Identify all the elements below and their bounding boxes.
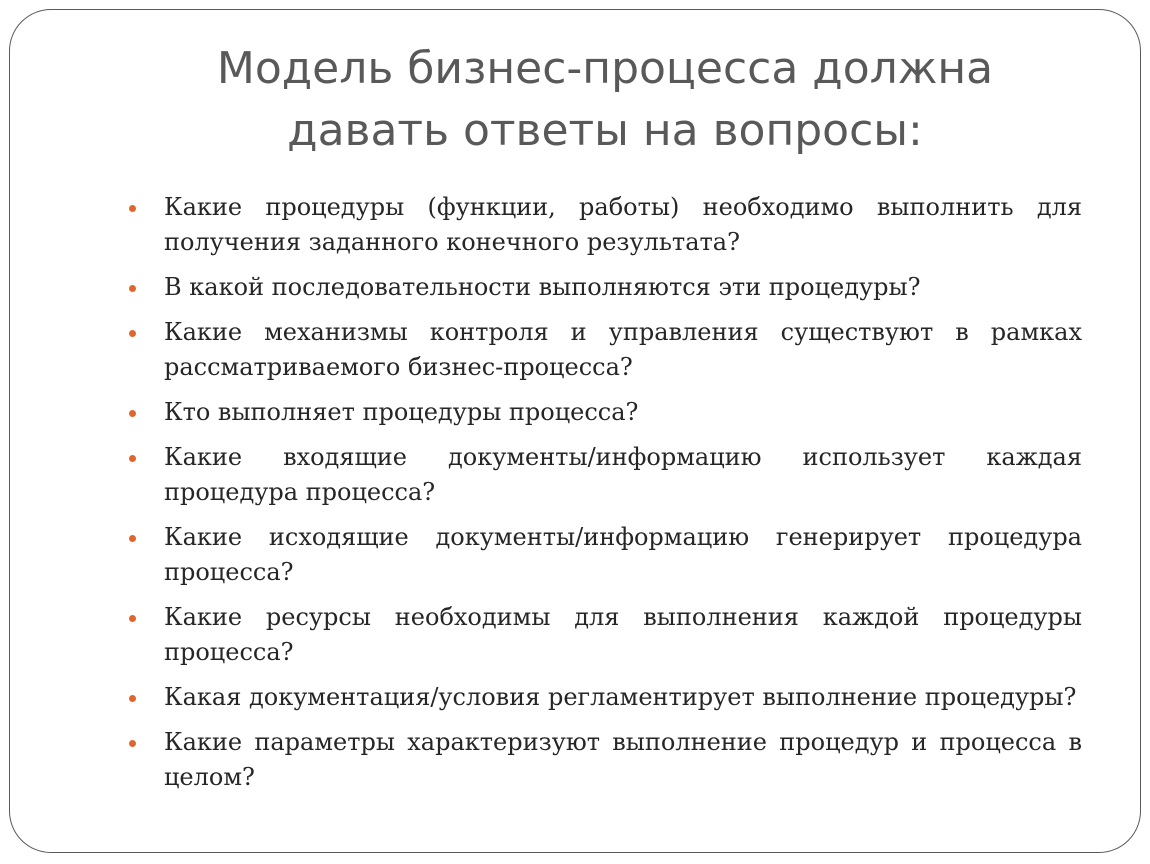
bullet-text: Какая документация/условия регламентирует выполнение процедуры? bbox=[164, 683, 1077, 711]
bullet-text: Какие процедуры (функции, работы) необходимо выполнить для получения заданного конечного результата? bbox=[164, 193, 1082, 256]
bullet-dot-icon bbox=[129, 205, 136, 212]
bullet-text: В какой последовательности выполняются эти процедуры? bbox=[164, 273, 921, 301]
bullet-dot-icon bbox=[129, 740, 136, 747]
bullet-text: Кто выполняет процедуры процесса? bbox=[164, 398, 639, 426]
bullet-item bbox=[127, 440, 1082, 510]
bullet-text: Какие исходящие документы/информацию генерирует процедура процесса? bbox=[164, 523, 1082, 586]
bullet-item bbox=[127, 725, 1082, 795]
bullet-list bbox=[127, 190, 1082, 805]
bullet-item bbox=[127, 270, 1082, 305]
bullet-text: Какие параметры характеризуют выполнение процедур и процесса в целом? bbox=[164, 728, 1082, 791]
slide-title: Модель бизнес-процесса должна давать ответы на вопросы: bbox=[216, 43, 994, 156]
bullet-dot-icon bbox=[129, 535, 136, 542]
bullet-text: Какие входящие документы/информацию использует каждая процедура процесса? bbox=[164, 443, 1082, 506]
bullet-text: Какие механизмы контроля и управления существуют в рамках рассматриваемого бизнес-процесса? bbox=[164, 318, 1082, 381]
bullet-item bbox=[127, 520, 1082, 590]
bullet-dot-icon bbox=[129, 285, 136, 292]
bullet-text: Какие ресурсы необходимы для выполнения каждой процедуры процесса? bbox=[164, 603, 1082, 666]
bullet-dot-icon bbox=[129, 455, 136, 462]
bullet-dot-icon bbox=[129, 615, 136, 622]
bullet-dot-icon bbox=[129, 410, 136, 417]
bullet-dot-icon bbox=[129, 695, 136, 702]
bullet-item bbox=[127, 680, 1082, 715]
bullet-item bbox=[127, 600, 1082, 670]
bullet-item bbox=[127, 315, 1082, 385]
bullet-item bbox=[127, 395, 1082, 430]
bullet-dot-icon bbox=[129, 330, 136, 337]
bullet-item bbox=[127, 190, 1082, 260]
